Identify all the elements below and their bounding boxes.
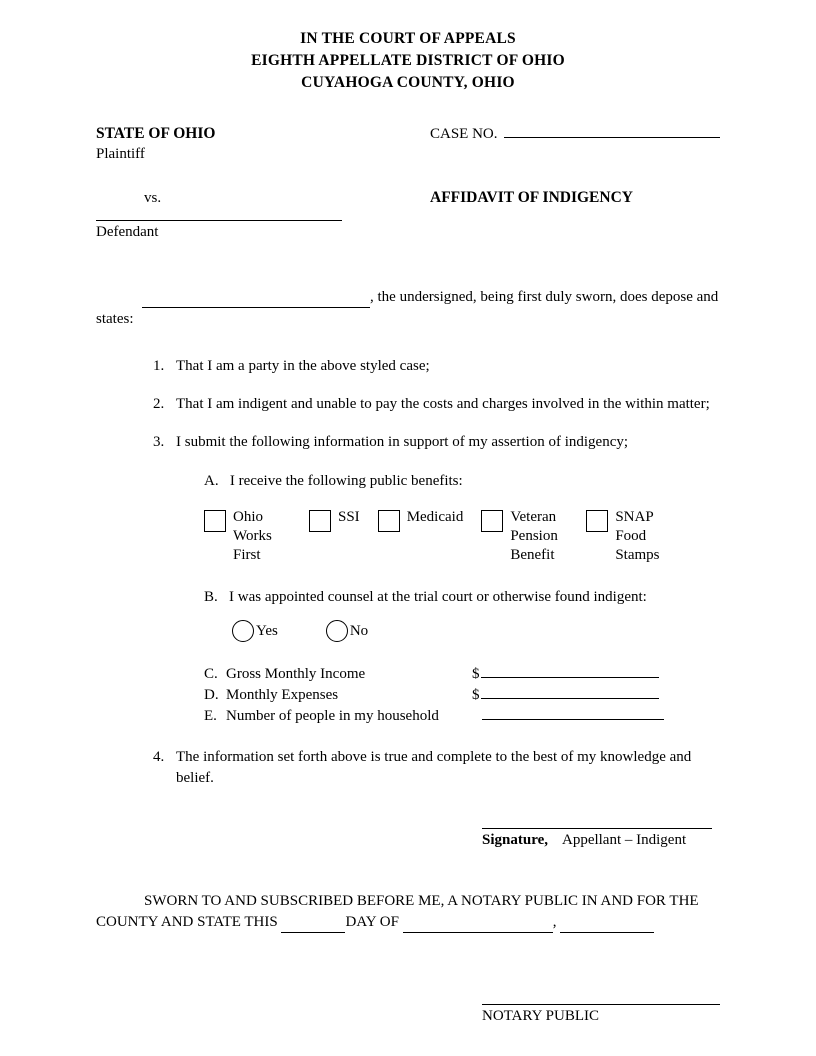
statement-text-4: The information set forth above is true and complete to the best of my knowledge and belief. <box>176 749 692 786</box>
sworn-day-of-label: DAY OF <box>345 914 399 930</box>
signature-block <box>96 815 720 849</box>
field-input-gross-monthly-income[interactable] <box>481 664 659 678</box>
benefit-option-snap-food-stamps[interactable] <box>586 508 673 565</box>
signature-field[interactable] <box>482 815 712 829</box>
benefit-option-ohio-works-first[interactable] <box>204 508 291 565</box>
affiant-name-field[interactable] <box>142 292 370 308</box>
statement-text-1: That I am a party in the above styled case; <box>176 358 430 374</box>
benefit-option-veteran-pension-benefit[interactable] <box>481 508 568 565</box>
court-header <box>96 28 720 94</box>
defendant-name-line[interactable] <box>96 220 342 221</box>
case-number-field[interactable] <box>504 124 720 138</box>
affiant-intro <box>96 286 720 330</box>
case-number-label: CASE NO. <box>430 126 498 142</box>
statement-text-3: I submit the following information in support of my assertion of indigency; <box>176 434 629 450</box>
radio-option-yes[interactable] <box>232 620 278 642</box>
defendant-role: Defendant <box>96 224 159 240</box>
court-header-line-1: IN THE COURT OF APPEALS <box>300 30 516 47</box>
statement-text-2: That I am indigent and unable to pay the costs and charges involved in the within matter; <box>176 396 710 412</box>
radio-label-yes: Yes <box>256 622 278 639</box>
checkbox-icon[interactable] <box>204 510 226 532</box>
notary-sworn-statement <box>96 891 720 933</box>
benefit-option-medicaid[interactable] <box>378 508 464 565</box>
statement-item-3 <box>168 432 720 727</box>
sworn-month-field[interactable] <box>403 919 553 933</box>
numbered-statements <box>96 356 720 789</box>
benefit-label-medicaid: Medicaid <box>406 509 464 525</box>
currency-symbol-d: $ <box>472 687 480 703</box>
case-caption <box>96 124 720 242</box>
versus-label: vs. <box>144 190 162 206</box>
field-row-household-size <box>204 706 720 727</box>
field-letter-d: D. <box>204 687 219 703</box>
sworn-comma: , <box>552 914 557 930</box>
caption-right-column <box>430 124 720 207</box>
field-input-household-size[interactable] <box>482 706 664 720</box>
benefit-label-snap-food-stamps: SNAP Food Stamps <box>615 509 660 563</box>
signature-label: Signature, <box>482 832 548 848</box>
appointed-counsel-radio-group <box>204 620 720 642</box>
radio-icon[interactable] <box>232 620 254 642</box>
sworn-day-field[interactable] <box>281 919 345 933</box>
notary-label: NOTARY PUBLIC <box>482 1008 600 1024</box>
statement-item-4 <box>168 747 720 789</box>
plaintiff-role: Plaintiff <box>96 146 145 162</box>
field-label-gross-monthly-income: Gross Monthly Income <box>226 666 366 682</box>
document-title: AFFIDAVIT OF INDIGENCY <box>430 189 633 206</box>
plaintiff-name: STATE OF OHIO <box>96 125 216 142</box>
benefit-label-ohio-works-first: Ohio Works First <box>233 509 272 563</box>
benefit-option-ssi[interactable] <box>309 508 360 565</box>
radio-option-no[interactable] <box>326 620 368 642</box>
section-a-heading <box>204 471 720 492</box>
sworn-year-field[interactable] <box>560 919 654 933</box>
section-a <box>176 471 720 727</box>
section-a-letter: A. <box>204 473 219 489</box>
court-header-line-3: CUYAHOGA COUNTY, OHIO <box>301 74 515 91</box>
statement-item-2 <box>168 394 720 415</box>
checkbox-icon[interactable] <box>586 510 608 532</box>
notary-block <box>96 991 720 1025</box>
section-b-heading <box>204 587 720 608</box>
sworn-line-1: SWORN TO AND SUBSCRIBED BEFORE ME, A NOTARY PUBLIC IN AND FOR THE <box>144 893 699 909</box>
caption-left-column <box>96 124 426 207</box>
signature-role: Appellant – Indigent <box>561 832 687 848</box>
signature-caption <box>482 832 720 849</box>
checkbox-icon[interactable] <box>309 510 331 532</box>
field-letter-e: E. <box>204 708 217 724</box>
court-header-line-2: EIGHTH APPELLATE DISTRICT OF OHIO <box>251 52 565 69</box>
field-label-monthly-expenses: Monthly Expenses <box>226 687 339 703</box>
field-label-household-size: Number of people in my household <box>226 708 439 724</box>
benefit-label-ssi: SSI <box>338 509 360 525</box>
checkbox-icon[interactable] <box>481 510 503 532</box>
checkbox-icon[interactable] <box>378 510 400 532</box>
radio-label-no: No <box>349 622 369 639</box>
field-row-monthly-expenses <box>204 685 720 706</box>
benefit-label-veteran-pension-benefit: Veteran Pension Benefit <box>510 509 558 563</box>
section-a-label: I receive the following public benefits: <box>229 473 463 489</box>
affiant-intro-text: , the undersigned, being first duly sworn, does depose and states: <box>96 289 719 327</box>
financial-fields <box>204 664 720 727</box>
field-row-gross-monthly-income <box>204 664 720 685</box>
radio-icon[interactable] <box>326 620 348 642</box>
case-number-row <box>430 124 720 143</box>
field-letter-c: C. <box>204 666 218 682</box>
section-b <box>204 587 720 642</box>
section-b-letter: B. <box>204 589 218 605</box>
field-input-monthly-expenses[interactable] <box>481 685 659 699</box>
sworn-line-2-prefix: COUNTY AND STATE THIS <box>96 914 278 930</box>
public-benefits-checkbox-group <box>204 508 720 565</box>
notary-signature-field[interactable] <box>482 991 720 1005</box>
currency-symbol-c: $ <box>472 666 480 682</box>
section-b-label: I was appointed counsel at the trial court or otherwise found indigent: <box>229 589 647 605</box>
statement-item-1 <box>168 356 720 377</box>
